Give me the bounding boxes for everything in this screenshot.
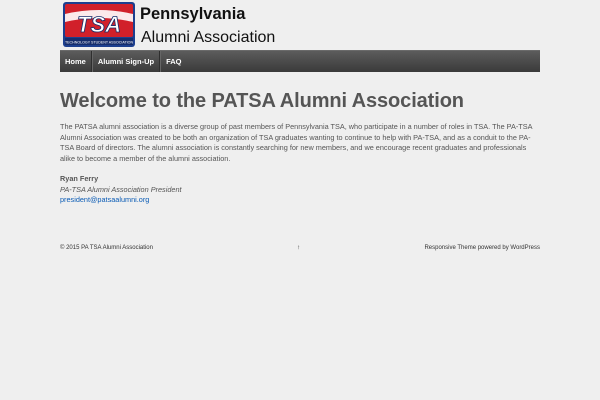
- logo-subtext: TECHNOLOGY STUDENT ASSOCIATION: [64, 40, 134, 45]
- wordpress-link[interactable]: WordPress: [510, 245, 540, 251]
- main-nav: [60, 50, 540, 72]
- site-title-org: Alumni Association: [141, 29, 276, 46]
- intro-paragraph: The PATSA alumni association is a diverse group of past members of Pennsylvania TSA, who participate in a number of roles in TSA. The PA-TSA Alumni Association was created to be both an organization of TSA graduates wanting to continue to help with PA-TSA, and as a conduit to the PA-TSA Board of directors. The alumni association is constantly searching for new members, and we encourage recent graduates and professionals alike to become a member of the alumni association.: [60, 122, 533, 163]
- signature-role: PA-TSA Alumni Association President: [60, 184, 182, 194]
- scroll-top-icon[interactable]: ↑: [297, 244, 301, 251]
- site-header: [60, 0, 540, 50]
- page-title: Welcome to the PATSA Alumni Association: [60, 90, 464, 112]
- theme-link[interactable]: Responsive Theme: [424, 245, 477, 251]
- nav-item-faq[interactable]: FAQ: [160, 51, 186, 72]
- nav-item-home[interactable]: Home: [60, 51, 92, 72]
- signature-block: [60, 174, 540, 206]
- tsa-logo: [63, 2, 135, 47]
- powered-by-text: powered by: [477, 245, 509, 251]
- footer-copyright: © 2015 PA TSA Alumni Association: [60, 245, 153, 251]
- site-footer: [60, 245, 540, 255]
- site-title-state: Pennsylvania: [140, 5, 246, 23]
- nav-item-alumni-signup[interactable]: Alumni Sign-Up: [92, 51, 160, 72]
- main-content: [60, 90, 540, 206]
- signature-name: Ryan Ferry: [60, 174, 99, 183]
- footer-credits: [424, 245, 540, 251]
- logo-letters: TSA: [77, 12, 121, 37]
- signature-email-link[interactable]: president@patsaalumni.org: [60, 195, 150, 204]
